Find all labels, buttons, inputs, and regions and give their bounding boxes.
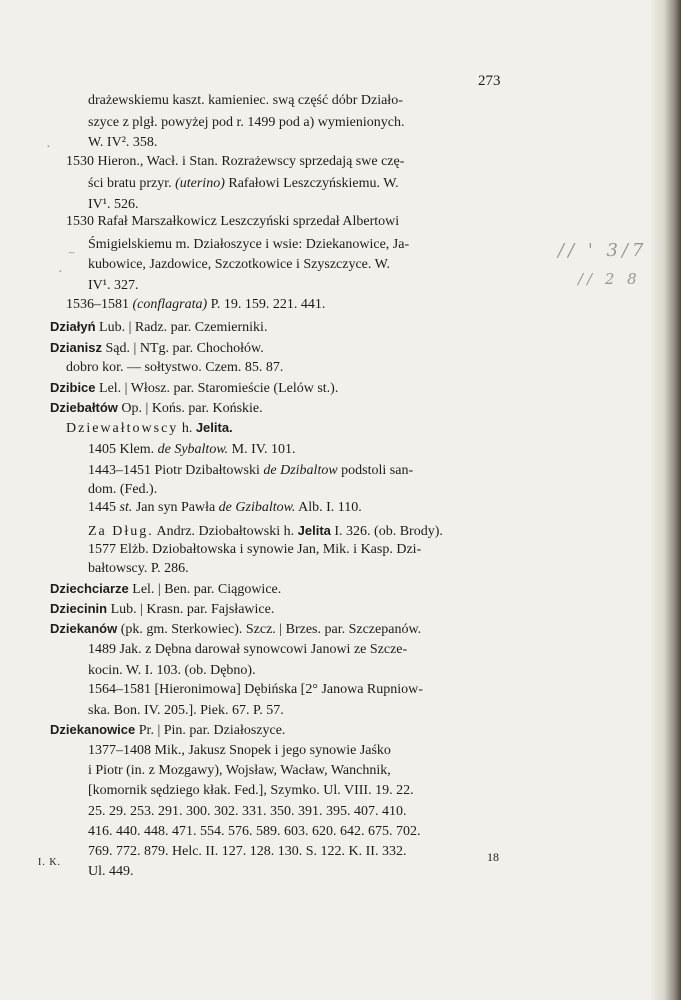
text-segment: [komornik sędziego kłak. Fed.], Szymko. Ul. VIII. 19. 22. xyxy=(88,783,414,798)
text-line xyxy=(88,481,157,498)
text-line xyxy=(88,196,138,213)
text-line xyxy=(66,296,325,313)
margin-dot: · xyxy=(46,140,51,155)
text-segment: st. xyxy=(119,500,133,515)
text-segment: Jelita xyxy=(297,523,331,538)
text-segment: dom. (Fed.). xyxy=(88,482,158,497)
text-line xyxy=(50,600,274,618)
text-segment: IV¹. 327. xyxy=(88,278,139,293)
text-segment: (pk. gm. Sterkowiec). Szcz. | Brzes. par. Szczepanów. xyxy=(117,622,422,637)
text-line xyxy=(50,721,285,739)
text-line xyxy=(88,803,407,820)
text-line xyxy=(88,277,138,294)
text-line xyxy=(50,318,267,336)
text-segment: i Piotr (in. z Mozgawy), Wojsław, Wacław, Wanchnik, xyxy=(88,763,391,778)
text-segment: 1536–1581 xyxy=(66,297,133,312)
margin-note-2: // 2 8 xyxy=(578,270,641,288)
text-line xyxy=(50,399,263,417)
text-line xyxy=(88,742,391,759)
text-line xyxy=(88,641,407,658)
text-line xyxy=(88,462,413,479)
text-segment: IV¹. 526. xyxy=(88,197,139,212)
text-segment: 25. 29. 253. 291. 300. 302. 331. 350. 391. 395. 407. 410. xyxy=(88,804,407,819)
text-segment: Rafałowi Leszczyńskiemu. W. xyxy=(224,176,399,191)
text-segment: 1564–1581 [Hieronimowa] Dębińska [2° Janowa Rupniow- xyxy=(88,682,423,697)
text-line xyxy=(88,823,421,840)
text-segment: kubowice, Jazdowice, Szczotkowice i Szyszczyce. W. xyxy=(88,257,391,272)
text-segment: 1530 Rafał Marszałkowicz Leszczyński sprzedał Albertowi xyxy=(66,214,400,229)
text-segment: 1445 xyxy=(88,500,120,515)
text-segment: Śmigielskiemu m. Działoszyce i wsie: Dziekanowice, Ja- xyxy=(88,237,410,252)
text-segment: bałtowscy. P. 286. xyxy=(88,561,189,576)
margin-dot: · xyxy=(58,265,63,280)
text-line xyxy=(88,236,409,253)
text-line xyxy=(66,153,404,170)
entry-keyword: Dziekanowice xyxy=(50,722,136,737)
text-segment: Jan syn Pawła xyxy=(132,500,219,515)
text-segment: ska. Bon. IV. 205.]. Piek. 67. P. 57. xyxy=(88,703,284,718)
text-segment: de Sybaltow. xyxy=(157,442,229,457)
text-segment: (uterino) xyxy=(175,176,225,191)
signature-number: 18 xyxy=(487,850,499,864)
text-line xyxy=(88,560,189,577)
text-segment: ści bratu przyr. xyxy=(88,176,176,191)
entry-keyword: Dziebałtów xyxy=(50,400,118,415)
margin-note-1: // ' 3/7 xyxy=(558,240,648,261)
text-segment: podstoli san- xyxy=(337,463,414,478)
text-segment: szyce z plgł. powyżej pod r. 1499 pod a) wymienionych. xyxy=(88,115,405,130)
text-segment: 1489 Jak. z Dębna darował synowcowi Janowi ze Szcze- xyxy=(88,642,408,657)
entry-keyword: Dzianisz xyxy=(50,340,103,355)
text-segment: de Dzibaltow xyxy=(263,463,338,478)
text-line xyxy=(88,175,399,192)
text-segment: (conflagrata) xyxy=(132,297,208,312)
text-segment: Sąd. | NTg. par. Chochołów. xyxy=(102,341,264,356)
text-line xyxy=(88,499,362,516)
entry-keyword: Dziecinin xyxy=(50,601,108,616)
text-segment: Andrz. Dziobałtowski h. xyxy=(153,524,298,539)
text-line xyxy=(88,843,406,860)
text-segment: Lel. | Włosz. par. Staromieście (Lelów st.). xyxy=(95,381,339,396)
text-segment: 1405 Klem. xyxy=(88,442,158,457)
text-line xyxy=(88,681,423,698)
text-line xyxy=(88,114,404,131)
text-segment: Dziewałtowscy xyxy=(66,421,179,436)
text-segment: W. IV². 358. xyxy=(88,135,158,150)
entry-keyword: Dzibice xyxy=(50,380,96,395)
text-line xyxy=(50,620,421,638)
text-segment: h. xyxy=(178,421,196,436)
text-line xyxy=(88,762,391,779)
text-line xyxy=(66,213,399,230)
scan-edge-shadow xyxy=(651,0,681,1000)
text-line xyxy=(66,419,233,437)
text-segment: Lub. | Radz. par. Czemierniki. xyxy=(95,320,268,335)
text-line xyxy=(88,441,296,458)
text-line xyxy=(88,662,256,679)
entry-keyword: Działyń xyxy=(50,319,96,334)
text-segment: 1577 Elżb. Dziobałtowska i synowie Jan, Mik. i Kasp. Dzi- xyxy=(88,542,422,557)
text-segment: de Gzibaltow. xyxy=(218,500,296,515)
text-segment: Ul. 449. xyxy=(88,864,134,879)
text-line xyxy=(50,580,281,598)
entry-keyword: Dziechciarze xyxy=(50,581,129,596)
text-line xyxy=(88,522,443,540)
text-segment: Op. | Końs. par. Końskie. xyxy=(117,401,263,416)
text-segment: P. 19. 159. 221. 441. xyxy=(207,297,326,312)
text-line xyxy=(88,782,414,799)
text-line xyxy=(66,359,283,376)
text-segment: drażewskiemu kaszt. kamieniec. swą część dóbr Działo- xyxy=(88,93,403,108)
entry-keyword: Dziekanów xyxy=(50,621,118,636)
text-segment: Za Dług. xyxy=(88,524,154,539)
text-segment: Jelita. xyxy=(195,420,233,435)
text-segment: dobro kor. — sołtystwo. Czem. 85. 87. xyxy=(66,360,284,375)
text-segment: I. 326. (ob. Brody). xyxy=(330,524,443,539)
text-segment: 416. 440. 448. 471. 554. 576. 589. 603. 620. 642. 675. 702. xyxy=(88,824,421,839)
text-segment: M. IV. 101. xyxy=(228,442,296,457)
margin-tick: ⁻ xyxy=(68,249,76,264)
text-line xyxy=(88,541,421,558)
text-segment: kocin. W. I. 103. (ob. Dębno). xyxy=(88,663,256,678)
text-segment: Lel. | Ben. par. Ciągowice. xyxy=(128,582,282,597)
text-line xyxy=(88,863,134,880)
text-line xyxy=(88,92,403,109)
text-segment: Lub. | Krasn. par. Fajsławice. xyxy=(107,602,275,617)
text-line xyxy=(88,134,157,151)
text-segment: Alb. I. 110. xyxy=(295,500,362,515)
text-line xyxy=(50,339,264,357)
text-segment: 1443–1451 Piotr Dzibałtowski xyxy=(88,463,264,478)
text-segment: 1530 Hieron., Wacł. i Stan. Rozrażewscy sprzedają swe czę- xyxy=(66,154,405,169)
text-segment: 769. 772. 879. Helc. II. 127. 128. 130. S. 122. K. II. 332. xyxy=(88,844,407,859)
text-line xyxy=(88,256,390,273)
page-number: 273 xyxy=(478,73,501,89)
text-line xyxy=(50,379,338,397)
text-line xyxy=(88,702,284,719)
text-segment: Pr. | Pin. par. Działoszyce. xyxy=(135,723,286,738)
text-segment: 1377–1408 Mik., Jakusz Snopek i jego synowie Jaśko xyxy=(88,743,391,758)
printer-signature: I. K. xyxy=(38,857,62,868)
